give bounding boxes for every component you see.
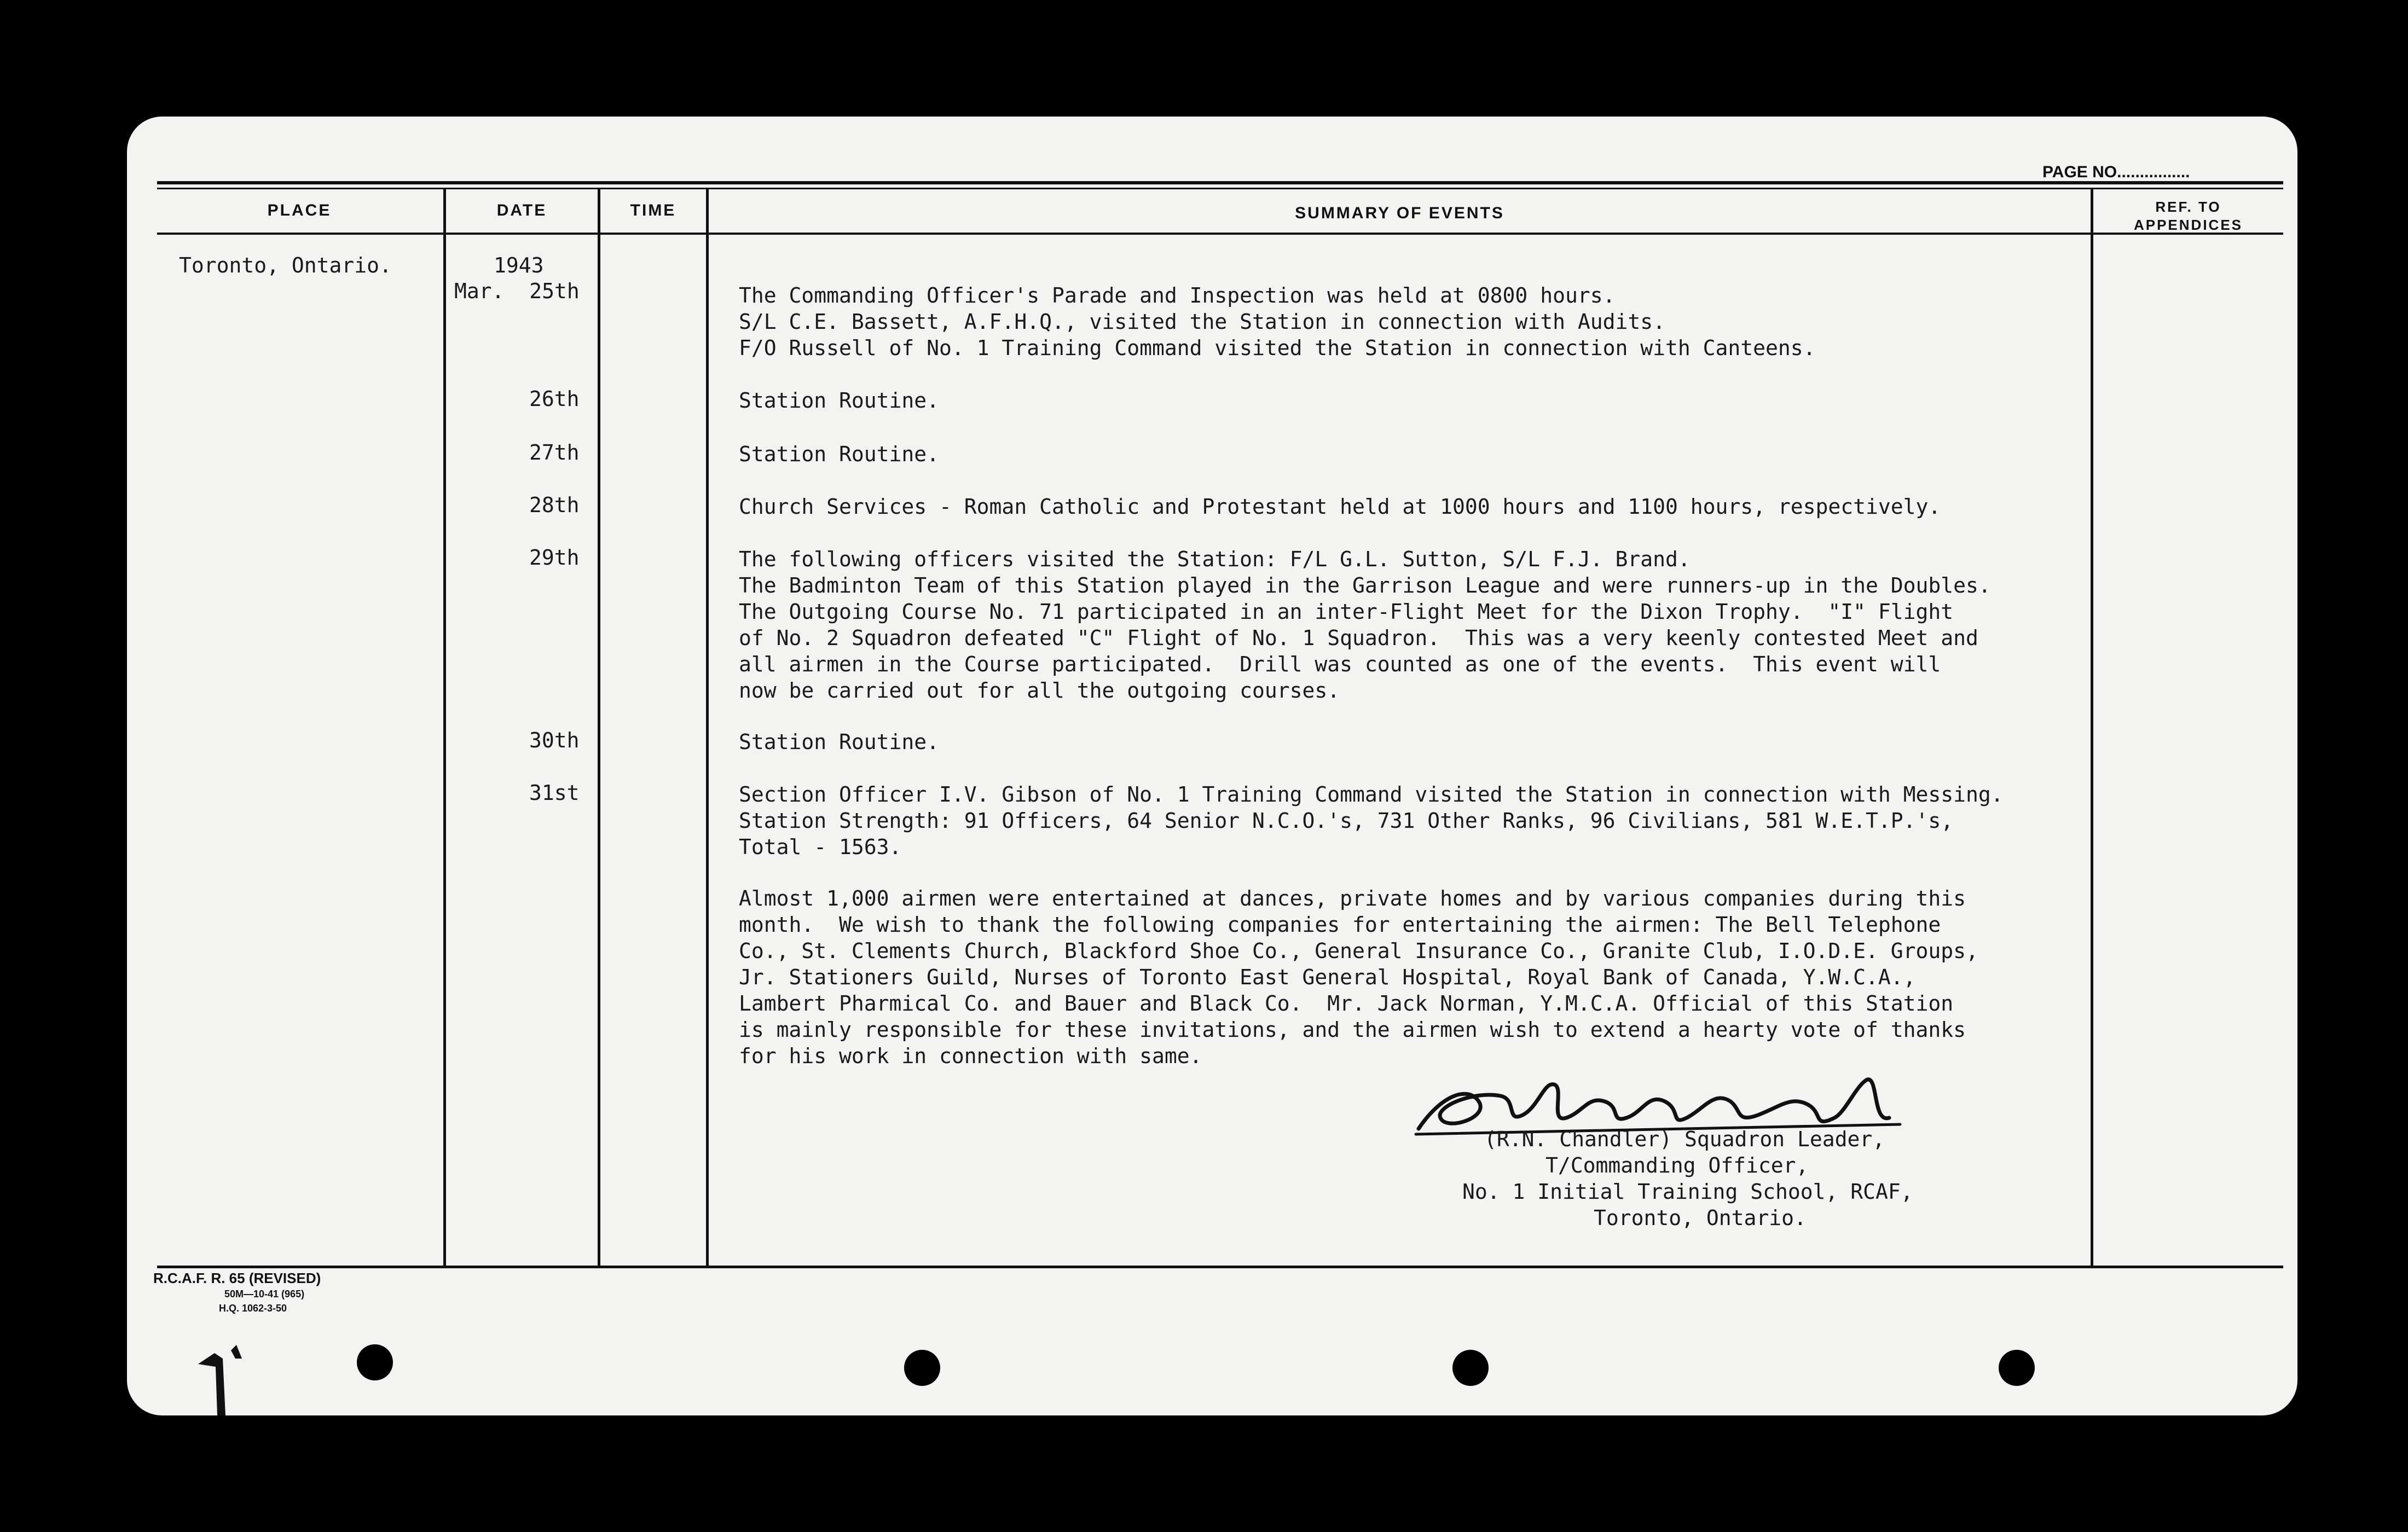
header-top-rule-thin <box>157 188 2283 189</box>
closing-paragraph-line: Almost 1,000 airmen were entertained at dances, private homes and by various companies during this <box>739 886 1966 910</box>
entry-line: Total - 1563. <box>739 835 902 859</box>
column-header-summary: SUMMARY OF EVENTS <box>1295 204 1504 222</box>
war-diary-card <box>127 117 2297 1415</box>
closing-paragraph-line: is mainly responsible for these invitations, and the airmen wish to extend a hearty vote of thanks <box>739 1018 1966 1042</box>
form-id-line3: H.Q. 1062-3-50 <box>219 1303 287 1314</box>
signature-line: No. 1 Initial Training School, RCAF, <box>1462 1180 1913 1204</box>
entry-line: of No. 2 Squadron defeated "C" Flight of No. 1 Squadron. This was a very keenly contested Meet and <box>739 626 1978 650</box>
divider-time-summary <box>706 188 709 1266</box>
closing-paragraph-line: Lambert Pharmical Co. and Bauer and Black Co. Mr. Jack Norman, Y.M.C.A. Official of this Station <box>739 991 1954 1015</box>
entry-date: 27th <box>529 440 580 465</box>
entry-line: now be carried out for all the outgoing courses. <box>739 678 1340 703</box>
year-value: 1943 <box>494 253 544 277</box>
closing-paragraph-line: Co., St. Clements Church, Blackford Shoe Co., General Insurance Co., Granite Club, I.O.D.E. Groups, <box>739 939 1978 963</box>
punch-hole <box>904 1350 940 1386</box>
header-bottom-rule <box>157 233 2283 235</box>
closing-paragraph-line: Jr. Stationers Guild, Nurses of Toronto East General Hospital, Royal Bank of Canada, Y.W.C.A., <box>739 965 1916 989</box>
entry-line: F/O Russell of No. 1 Training Command visited the Station in connection with Canteens. <box>739 336 1816 360</box>
entry-line: Station Strength: 91 Officers, 64 Senior N.C.O.'s, 731 Other Ranks, 96 Civilians, 581 W.E.T.P.'s, <box>739 809 1954 833</box>
column-header-date: DATE <box>496 201 547 219</box>
column-header-ref-line2: APPENDICES <box>2133 217 2243 233</box>
page-number-label: PAGE NO................ <box>2042 163 2190 181</box>
signature-line: (R.N. Chandler) Squadron Leader, <box>1484 1127 1885 1151</box>
bottom-rule <box>157 1266 2283 1268</box>
form-id-line2: 50M—10-41 (965) <box>224 1289 305 1299</box>
entry-line: The following officers visited the Station: F/L G.L. Sutton, S/L F.J. Brand. <box>739 547 1691 571</box>
signature-line: T/Commanding Officer, <box>1545 1153 1809 1177</box>
divider-date-time <box>598 188 600 1266</box>
entry-line: The Commanding Officer's Parade and Inspection was held at 0800 hours. <box>739 283 1616 307</box>
entry-line: Section Officer I.V. Gibson of No. 1 Training Command visited the Station in connection with Messing. <box>739 782 2004 806</box>
entry-line: The Outgoing Course No. 71 participated in an inter-Flight Meet for the Dixon Trophy. "I" Flight <box>739 600 1954 624</box>
header-top-rule <box>157 181 2283 184</box>
entry-line: The Badminton Team of this Station played in the Garrison League and were runners-up in the Doubles. <box>739 573 1991 597</box>
entry-date: Mar. 25th <box>454 279 580 303</box>
entry-date: 28th <box>529 493 580 517</box>
entry-date: 31st <box>529 781 580 805</box>
column-header-time: TIME <box>630 201 676 219</box>
divider-place-date <box>443 188 446 1266</box>
entry-line: all airmen in the Course participated. Drill was counted as one of the events. This event will <box>739 652 1941 676</box>
entry-line: Station Routine. <box>739 442 940 466</box>
punch-hole <box>357 1344 393 1380</box>
punch-hole <box>1999 1350 2035 1386</box>
pin-mark <box>193 1342 258 1415</box>
entry-date: 29th <box>529 546 580 570</box>
column-header-ref-line1: REF. TO <box>2155 199 2221 215</box>
closing-paragraph-line: for his work in connection with same. <box>739 1044 1202 1068</box>
divider-summary-ref <box>2091 188 2093 1266</box>
entry-line: Station Routine. <box>739 730 940 754</box>
entry-line: Church Services - Roman Catholic and Protestant held at 1000 hours and 1100 hours, respectively. <box>739 495 1941 519</box>
entry-date: 30th <box>529 728 580 752</box>
column-header-place: PLACE <box>267 201 332 219</box>
punch-hole <box>1452 1350 1489 1386</box>
place-value: Toronto, Ontario. <box>179 253 392 277</box>
entry-line: S/L C.E. Bassett, A.F.H.Q., visited the Station in connection with Audits. <box>739 310 1665 334</box>
closing-paragraph-line: month. We wish to thank the following companies for entertaining the airmen: The Bell Telephone <box>739 913 1941 937</box>
signature-line: Toronto, Ontario. <box>1594 1206 1807 1230</box>
entry-date: 26th <box>529 387 580 411</box>
form-id-line1: R.C.A.F. R. 65 (REVISED) <box>153 1270 321 1286</box>
entry-line: Station Routine. <box>739 388 940 413</box>
